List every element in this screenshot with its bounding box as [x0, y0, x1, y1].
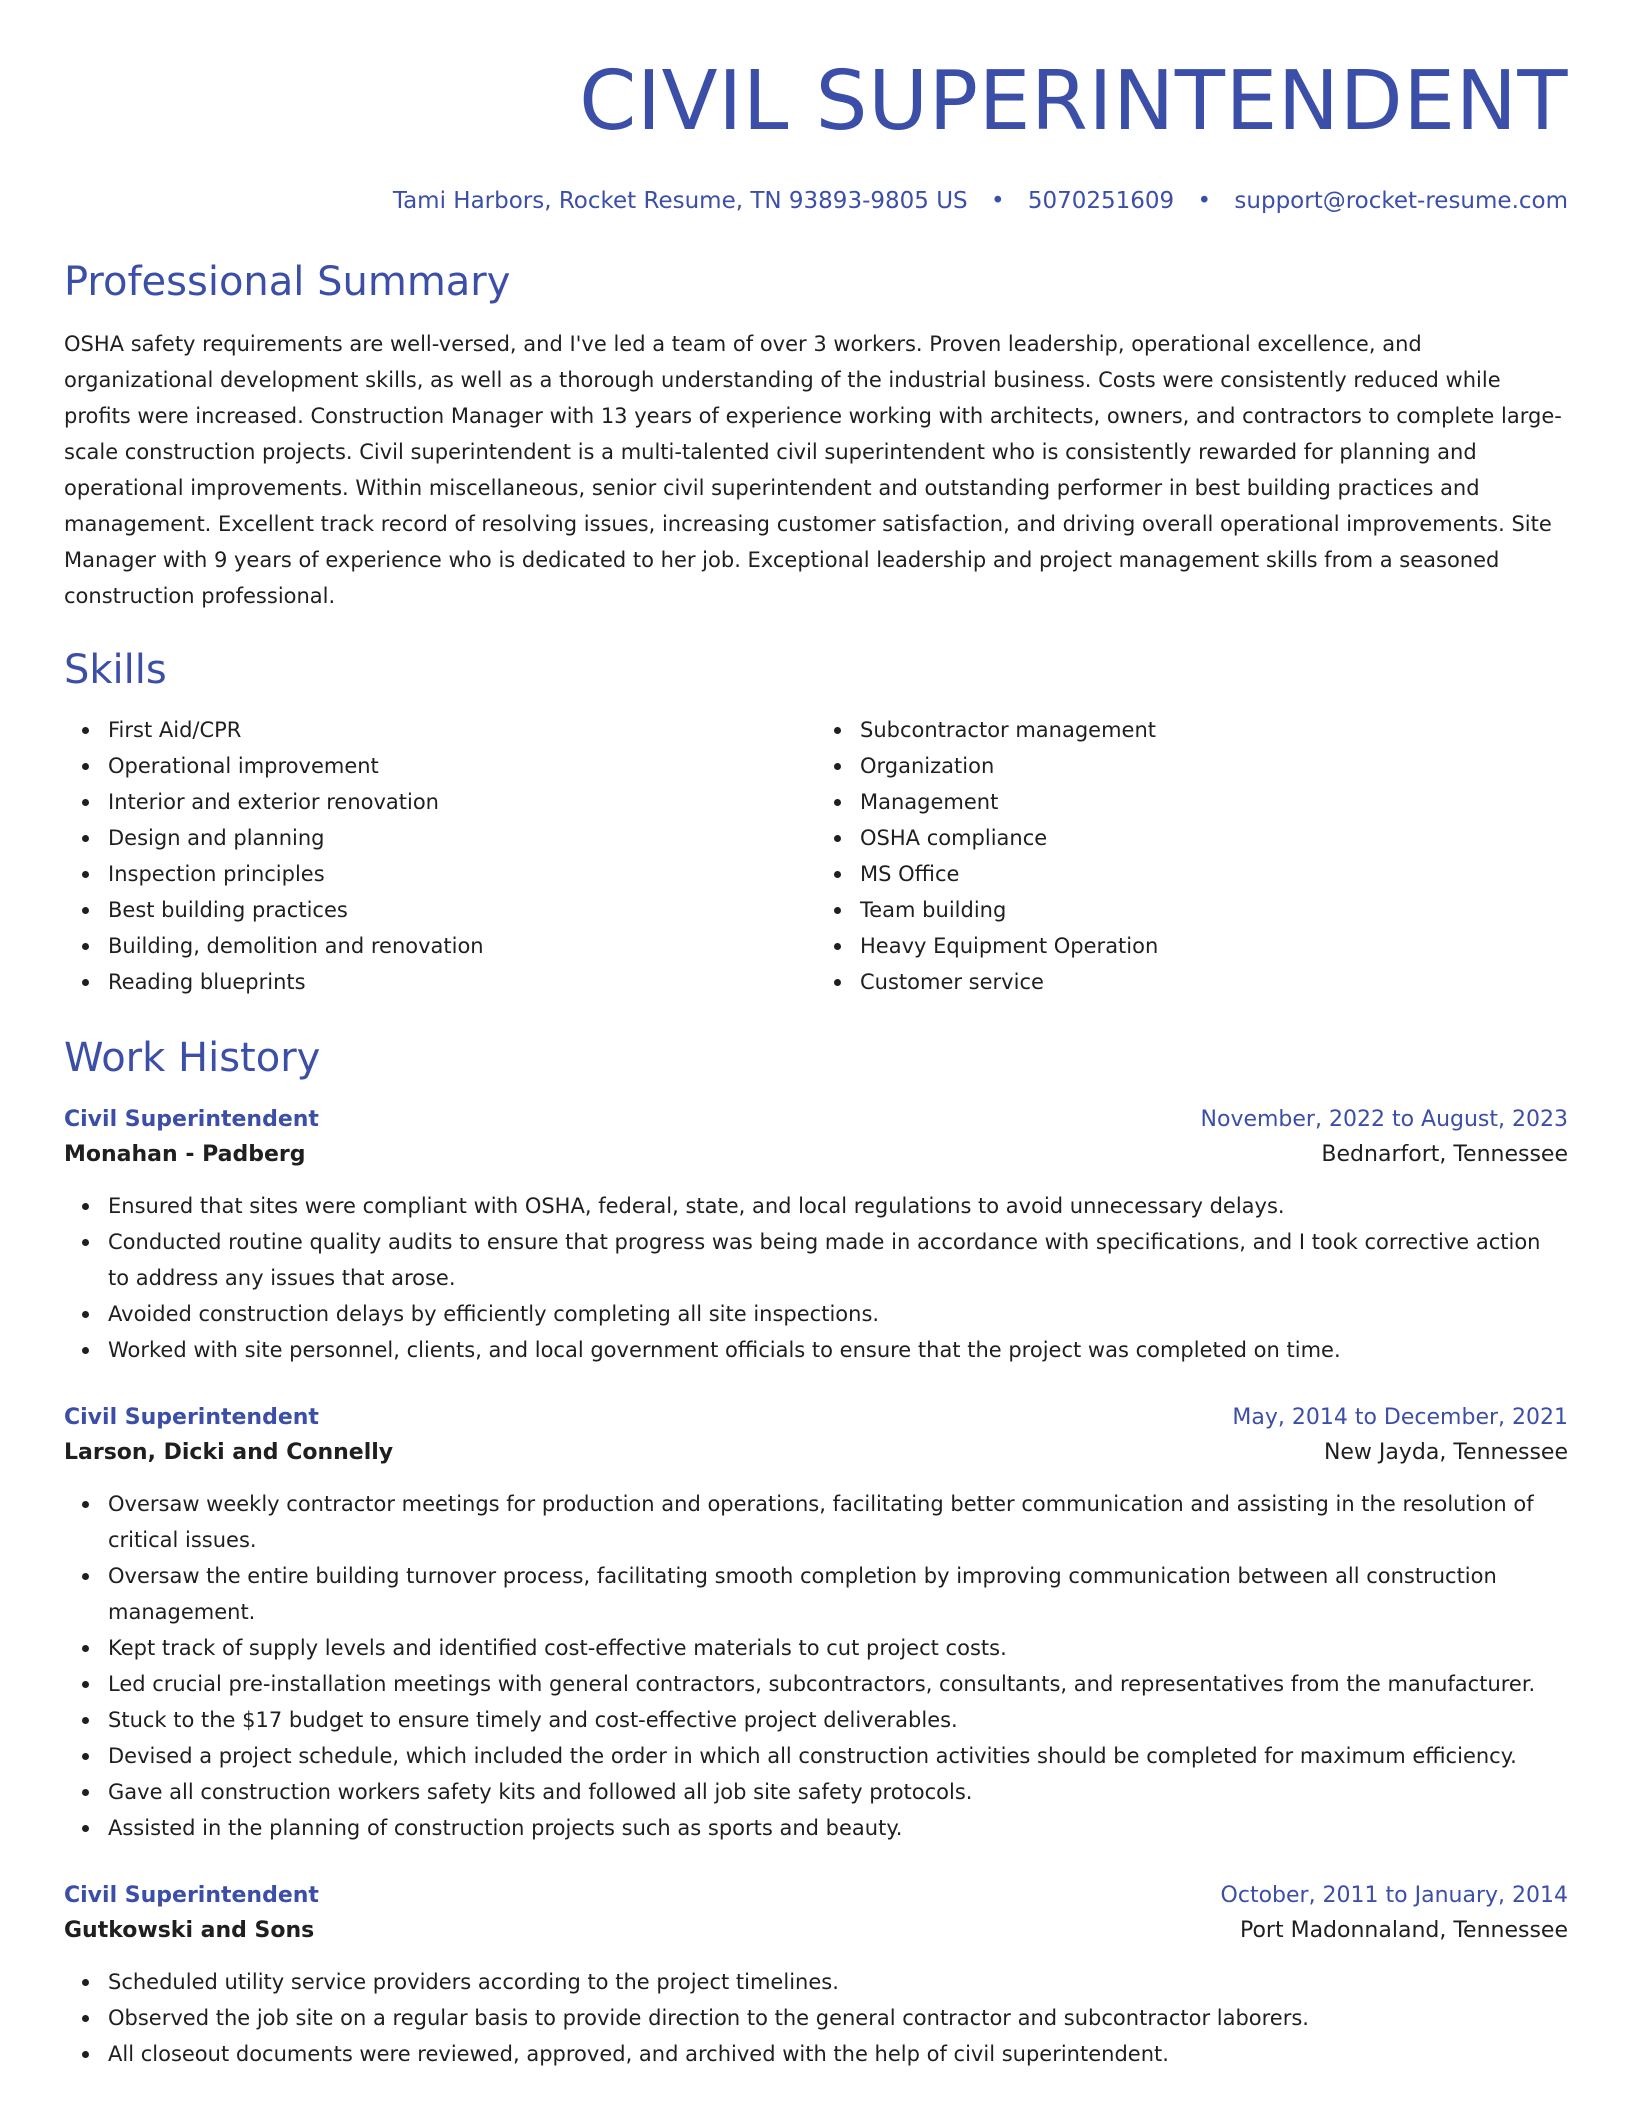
contact-phone: 5070251609	[1027, 188, 1175, 214]
skill-item: Reading blueprints	[108, 964, 816, 1000]
job-bullets	[64, 1964, 1568, 2072]
job-location: New Jayda, Tennessee	[1323, 1440, 1568, 1465]
job-bullet: Observed the job site on a regular basis to provide direction to the general contractor and subcontractor laborers.	[108, 2000, 1568, 2036]
job-entry	[64, 1402, 1568, 1846]
job-role: Civil Superintendent	[64, 1405, 319, 1430]
skill-item: Design and planning	[108, 820, 816, 856]
summary-heading: Professional Summary	[64, 259, 511, 305]
skill-item: MS Office	[860, 856, 1568, 892]
skill-item: Management	[860, 784, 1568, 820]
job-role: Civil Superintendent	[64, 1107, 319, 1132]
skill-item: Inspection principles	[108, 856, 816, 892]
job-header-row	[64, 1402, 1568, 1434]
job-bullet: All closeout documents were reviewed, approved, and archived with the help of civil superintendent.	[108, 2036, 1568, 2072]
contact-email: support@rocket-resume.com	[1234, 188, 1568, 214]
job-dates: October, 2011 to January, 2014	[1220, 1883, 1568, 1908]
skill-item: Best building practices	[108, 892, 816, 928]
job-bullet: Assisted in the planning of construction projects such as sports and beauty.	[108, 1810, 1568, 1846]
job-bullet: Oversaw the entire building turnover process, facilitating smooth completion by improving communication between all construction management.	[108, 1558, 1568, 1630]
work-history-section	[64, 1034, 1568, 2072]
job-bullet: Avoided construction delays by efficiently completing all site inspections.	[108, 1296, 1568, 1332]
job-company-row	[64, 1136, 1568, 1174]
job-dates: May, 2014 to December, 2021	[1232, 1405, 1568, 1430]
summary-text: OSHA safety requirements are well-versed, and I've led a team of over 3 workers. Proven leadership, operational excellence, and organizational development skills, as well as a thorough understanding of the industrial business. Costs were consistently reduced while profits were increased. Construction Manager with 13 years of experience working with architects, owners, and contractors to complete large-scale construction projects. Civil superintendent is a multi-talented civil superintendent who is consistently rewarded for planning and operational improvements. Within miscellaneous, senior civil superintendent and outstanding performer in best building practices and management. Excellent track record of resolving issues, increasing customer satisfaction, and driving overall operational improvements. Site Manager with 9 years of experience who is dedicated to her job. Exceptional leadership and project management skills from a seasoned construction professional.	[64, 332, 1562, 608]
skill-item: Team building	[860, 892, 1568, 928]
contact-line	[64, 186, 1568, 216]
summary-section	[64, 258, 1568, 614]
skill-item: Subcontractor management	[860, 712, 1568, 748]
job-header-row	[64, 1880, 1568, 1912]
work-history-heading: Work History	[64, 1035, 321, 1081]
job-company: Monahan - Padberg	[64, 1142, 306, 1167]
job-dates: November, 2022 to August, 2023	[1200, 1107, 1568, 1132]
job-bullets	[64, 1188, 1568, 1368]
job-bullet: Ensured that sites were compliant with OSHA, federal, state, and local regulations to avoid unnecessary delays.	[108, 1188, 1568, 1224]
job-entry	[64, 1880, 1568, 2072]
job-company-row	[64, 1434, 1568, 1472]
skill-item: OSHA compliance	[860, 820, 1568, 856]
job-bullet: Worked with site personnel, clients, and local government officials to ensure that the project was completed on time.	[108, 1332, 1568, 1368]
job-bullet: Devised a project schedule, which included the order in which all construction activities should be completed for maximum efficiency.	[108, 1738, 1568, 1774]
skill-item: Operational improvement	[108, 748, 816, 784]
skill-item: Customer service	[860, 964, 1568, 1000]
skills-list-right	[816, 712, 1568, 1000]
contact-address: Tami Harbors, Rocket Resume, TN 93893-9805 US	[392, 188, 968, 214]
job-bullet: Kept track of supply levels and identified cost-effective materials to cut project costs.	[108, 1630, 1568, 1666]
job-bullet: Conducted routine quality audits to ensure that progress was being made in accordance with specifications, and I took corrective action to address any issues that arose.	[108, 1224, 1568, 1296]
skill-item: Heavy Equipment Operation	[860, 928, 1568, 964]
job-bullets	[64, 1486, 1568, 1846]
skills-grid	[64, 712, 1568, 1000]
skill-item: Building, demolition and renovation	[108, 928, 816, 964]
contact-separator: •	[990, 188, 1005, 214]
skill-item: First Aid/CPR	[108, 712, 816, 748]
job-bullet: Oversaw weekly contractor meetings for production and operations, facilitating better communication and assisting in the resolution of critical issues.	[108, 1486, 1568, 1558]
job-bullet: Scheduled utility service providers according to the project timelines.	[108, 1964, 1568, 2000]
job-role: Civil Superintendent	[64, 1883, 319, 1908]
job-company: Gutkowski and Sons	[64, 1918, 315, 1943]
job-title-heading: CIVIL SUPERINTENDENT	[579, 54, 1568, 149]
resume-header	[64, 0, 1568, 216]
job-company-row	[64, 1912, 1568, 1950]
job-header-row	[64, 1104, 1568, 1136]
job-company: Larson, Dicki and Connelly	[64, 1440, 394, 1465]
job-location: Bednarfort, Tennessee	[1321, 1142, 1568, 1167]
job-bullet: Gave all construction workers safety kits and followed all job site safety protocols.	[108, 1774, 1568, 1810]
skills-section	[64, 646, 1568, 1000]
job-bullet: Led crucial pre-installation meetings with general contractors, subcontractors, consultants, and representatives from the manufacturer.	[108, 1666, 1568, 1702]
job-entry	[64, 1104, 1568, 1368]
skill-item: Interior and exterior renovation	[108, 784, 816, 820]
skill-item: Organization	[860, 748, 1568, 784]
job-bullet: Stuck to the $17 budget to ensure timely and cost-effective project deliverables.	[108, 1702, 1568, 1738]
skills-heading: Skills	[64, 647, 167, 693]
contact-separator: •	[1197, 188, 1212, 214]
job-location: Port Madonnaland, Tennessee	[1239, 1918, 1568, 1943]
skills-list-left	[64, 712, 816, 1000]
